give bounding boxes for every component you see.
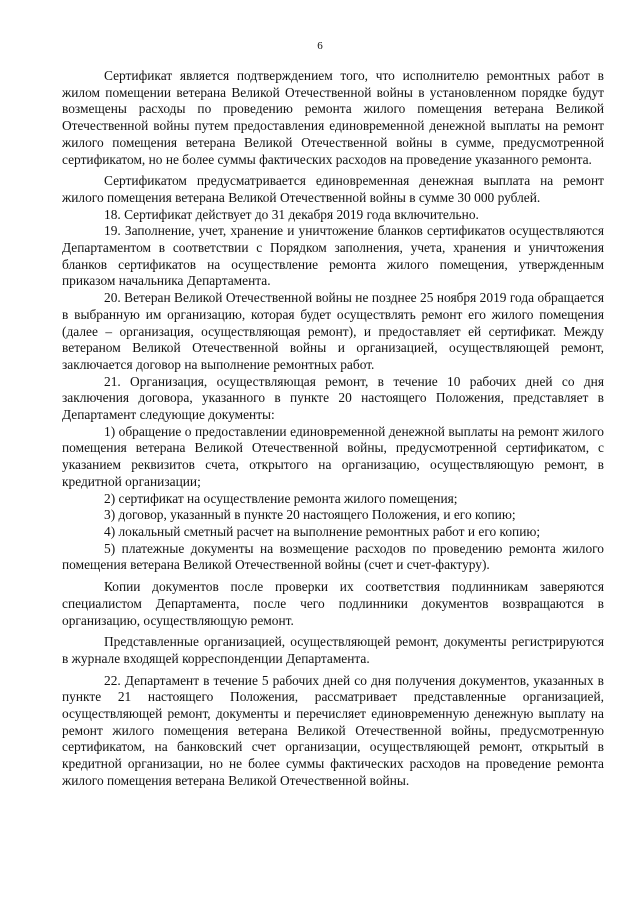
paragraph-certificate-purpose: Сертификат является подтверждением того, что исполнителю ремонтных работ в жилом помещении ветерана Великой Отечественной войны в установленном порядке будут возмещены расходы по проведению ремонта жилого помещения ветерана Великой Отечественной войны путем предоставления единовременной денежной выплаты на ремонт жилого помещения ветерана Великой Отечественной войны в сумме, предусмотренной сертификатом, но не более суммы фактических расходов на проведение указанного ремонта. <box>62 68 604 167</box>
document-body <box>62 68 604 790</box>
paragraph-registration: Представленные организацией, осуществляющей ремонт, документы регистрируются в журнале входящей корреспонденции Департамента. <box>62 634 604 666</box>
paragraph-20: 20. Ветеран Великой Отечественной войны не позднее 25 ноября 2019 года обращается в выбранную им организацию, которая будет осуществлять ремонт его жилого помещения (далее – организация, осуществляющая ремонт), и предоставляет ей сертификат. Между ветераном Великой Отечественной войны и организацией, осуществляющей ремонт, заключается договор на выполнение ремонтных работ. <box>62 290 604 372</box>
list-item-2: 2) сертификат на осуществление ремонта жилого помещения; <box>104 490 458 506</box>
list-item-3: 3) договор, указанный в пункте 20 настоящего Положения, и его копию; <box>104 507 516 523</box>
paragraph-copies: Копии документов после проверки их соответствия подлинникам заверяются специалистом Департамента, после чего подлинники документов возвращаются в организацию, осуществляющую ремонт. <box>62 579 604 628</box>
paragraph-payment-amount: Сертификатом предусматривается единовременная денежная выплата на ремонт жилого помещения ветерана Великой Отечественной войны в сумме 30 000 рублей. <box>62 173 604 205</box>
paragraph-19: 19. Заполнение, учет, хранение и уничтожение бланков сертификатов осуществляются Департаментом в соответствии с Порядком заполнения, учета, хранения и уничтожения бланков сертификатов на осуществление ремонта жилого помещения, утвержденным приказом начальника Департамента. <box>62 223 604 289</box>
page-number: 6 <box>317 40 323 52</box>
list-item-4: 4) локальный сметный расчет на выполнение ремонтных работ и его копию; <box>104 523 541 539</box>
paragraph-22: 22. Департамент в течение 5 рабочих дней со дня получения документов, указанных в пункте 21 настоящего Положения, рассматривает представленные организацией, осуществляющей ремонт, документы и перечисляет единовременную денежную выплату на ремонт жилого помещения ветерана Великой Отечественной войны, предусмотренную сертификатом, на банковский счет организации, осуществляющей ремонт, открытый в кредитной организации, но не более суммы фактических расходов на проведение ремонта жилого помещения ветерана Великой Отечественной войны. <box>62 672 604 788</box>
paragraph-18: 18. Сертификат действует до 31 декабря 2019 года включительно. <box>104 206 479 222</box>
list-item-1: 1) обращение о предоставлении единовременной денежной выплаты на ремонт жилого помещения ветерана Великой Отечественной войны, предусмотренной сертификатом, с указанием реквизитов счета, открытого на организацию, осуществляющую ремонт, в кредитной организации; <box>62 423 604 489</box>
list-item-5: 5) платежные документы на возмещение расходов по проведению ремонта жилого помещения ветерана Великой Отечественной войны (счет и счет-фактуру). <box>62 540 604 573</box>
paragraph-21: 21. Организация, осуществляющая ремонт, в течение 10 рабочих дней со дня заключения договора, указанного в пункте 20 настоящего Положения, представляет в Департамент следующие документы: <box>62 373 604 423</box>
